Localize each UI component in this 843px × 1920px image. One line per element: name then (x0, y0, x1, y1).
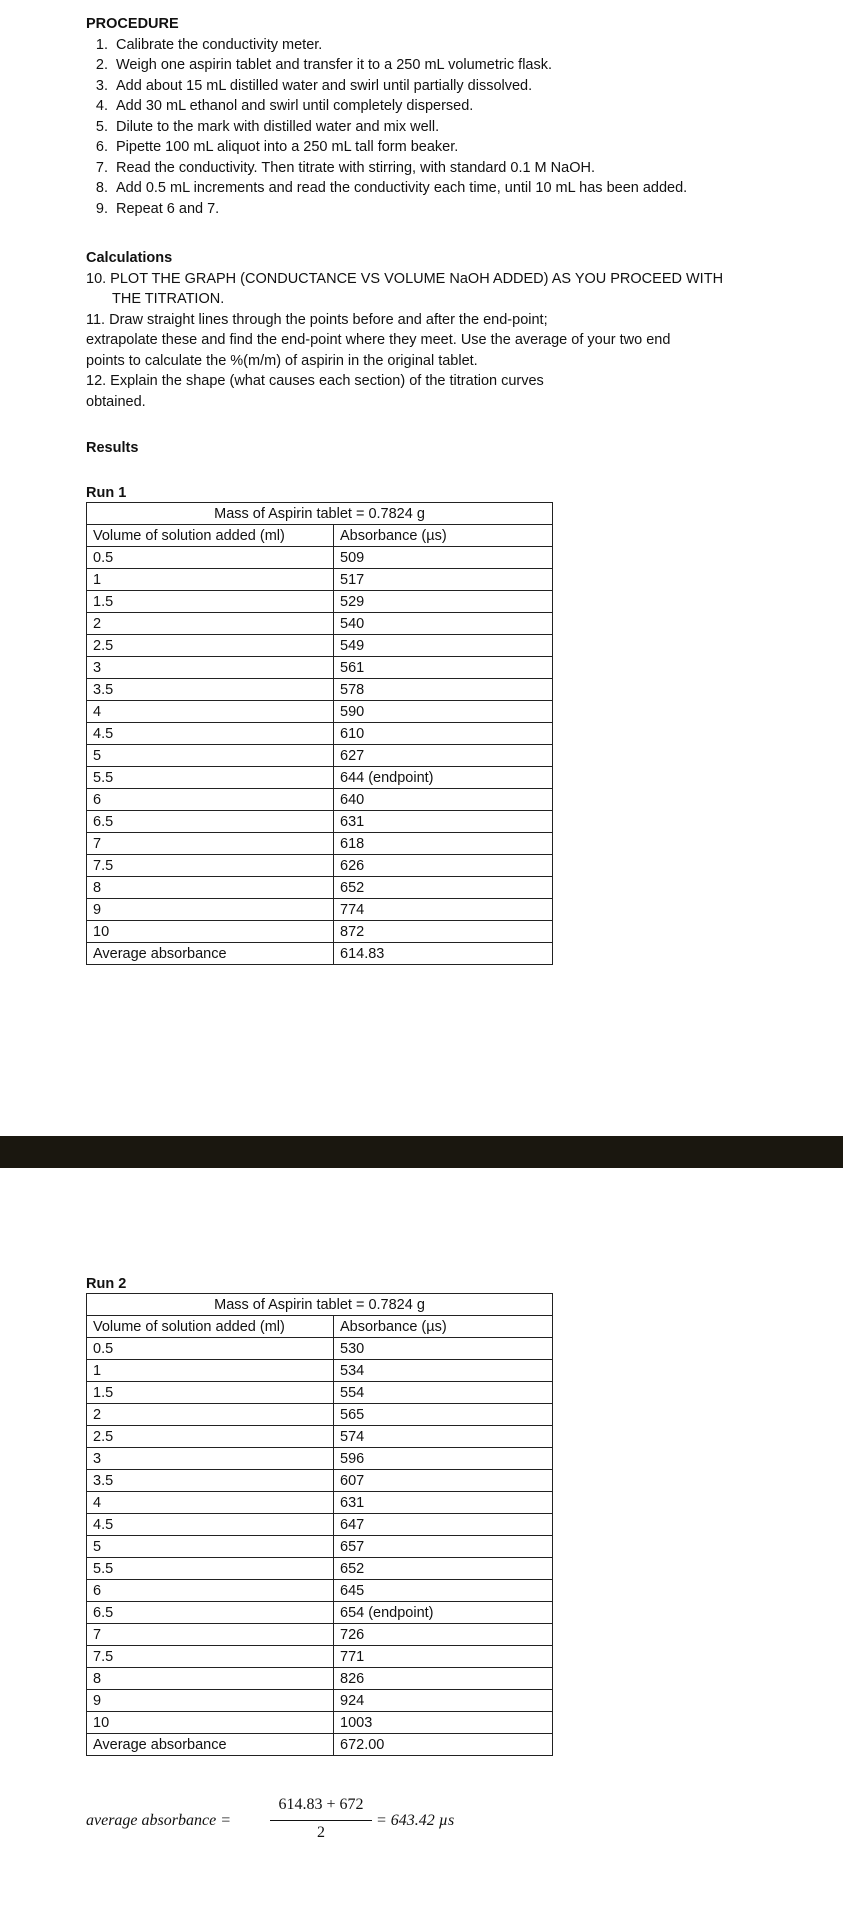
column-header-volume: Volume of solution added (ml) (87, 1316, 334, 1338)
volume-cell: 0.5 (87, 547, 334, 569)
procedure-step: 1. Calibrate the conductivity meter. (112, 35, 786, 56)
table-row (87, 613, 553, 635)
table-row (87, 1492, 553, 1514)
volume-cell: 8 (87, 877, 334, 899)
absorbance-cell: 645 (334, 1580, 553, 1602)
average-value: 614.83 (334, 943, 553, 965)
volume-cell: 6 (87, 789, 334, 811)
table-row (87, 1580, 553, 1602)
absorbance-cell: 618 (334, 833, 553, 855)
calc-item-11: 11. Draw straight lines through the points before and after the end-point; (86, 311, 548, 328)
volume-cell: 1.5 (87, 591, 334, 613)
absorbance-cell: 509 (334, 547, 553, 569)
absorbance-cell: 554 (334, 1382, 553, 1404)
procedure-step: 6. Pipette 100 mL aliquot into a 250 mL tall form beaker. (112, 137, 786, 158)
absorbance-cell: 872 (334, 921, 553, 943)
volume-cell: 9 (87, 1690, 334, 1712)
volume-cell: 3 (87, 657, 334, 679)
table-row (87, 591, 553, 613)
run1-label: Run 1 (86, 485, 127, 501)
formula-lhs: average absorbance = (86, 1812, 231, 1829)
procedure-section (86, 14, 786, 219)
absorbance-cell: 574 (334, 1426, 553, 1448)
volume-cell: 2.5 (87, 635, 334, 657)
procedure-step: 5. Dilute to the mark with distilled water and mix well. (112, 117, 786, 138)
fraction-bar (270, 1820, 372, 1821)
table-row (87, 1426, 553, 1448)
procedure-heading: PROCEDURE (86, 16, 179, 32)
absorbance-cell: 652 (334, 1558, 553, 1580)
volume-cell: 5 (87, 745, 334, 767)
dark-divider-band (0, 1136, 843, 1168)
absorbance-cell: 530 (334, 1338, 553, 1360)
table-row (87, 1404, 553, 1426)
calc-item-11-cont: extrapolate these and find the end-point where they meet. Use the average of your two end (86, 332, 671, 348)
calc-item-11-cont: points to calculate the %(m/m) of aspirin in the original tablet. (86, 352, 478, 369)
absorbance-cell: 607 (334, 1470, 553, 1492)
absorbance-cell: 644 (endpoint) (334, 767, 553, 789)
absorbance-cell: 534 (334, 1360, 553, 1382)
average-label: Average absorbance (87, 943, 334, 965)
table-row (87, 789, 553, 811)
procedure-step: 3. Add about 15 mL distilled water and swirl until partially dissolved. (112, 76, 786, 97)
volume-cell: 5.5 (87, 1558, 334, 1580)
procedure-step: 4. Add 30 mL ethanol and swirl until completely dispersed. (112, 96, 786, 117)
procedure-step: 9. Repeat 6 and 7. (112, 199, 786, 220)
table-row (87, 1536, 553, 1558)
volume-cell: 5.5 (87, 767, 334, 789)
table-row (87, 679, 553, 701)
absorbance-cell: 924 (334, 1690, 553, 1712)
average-row (87, 943, 553, 965)
column-header-absorbance: Absorbance (µs) (334, 525, 553, 547)
absorbance-cell: 1003 (334, 1712, 553, 1734)
table-row (87, 1338, 553, 1360)
table-row (87, 635, 553, 657)
procedure-steps (86, 35, 786, 220)
table-row (87, 1514, 553, 1536)
table-row (87, 767, 553, 789)
volume-cell: 0.5 (87, 1338, 334, 1360)
calculations-heading: Calculations (86, 250, 173, 266)
absorbance-cell: 627 (334, 745, 553, 767)
volume-cell: 3.5 (87, 1470, 334, 1492)
table-header-row (87, 1316, 553, 1338)
absorbance-cell: 652 (334, 877, 553, 899)
volume-cell: 6.5 (87, 1602, 334, 1624)
table-row (87, 1624, 553, 1646)
volume-cell: 4.5 (87, 1514, 334, 1536)
volume-cell: 6 (87, 1580, 334, 1602)
absorbance-cell: 610 (334, 723, 553, 745)
table-row (87, 855, 553, 877)
volume-cell: 7.5 (87, 1646, 334, 1668)
volume-cell: 6.5 (87, 811, 334, 833)
procedure-step: 2. Weigh one aspirin tablet and transfer it to a 250 mL volumetric flask. (112, 55, 786, 76)
calc-item-12: 12. Explain the shape (what causes each section) of the titration curves (86, 373, 544, 389)
volume-cell: 2 (87, 1404, 334, 1426)
table-row (87, 1602, 553, 1624)
mass-caption: Mass of Aspirin tablet = 0.7824 g (87, 503, 553, 525)
run2-table (86, 1293, 553, 1756)
absorbance-cell: 578 (334, 679, 553, 701)
table-header-row (87, 525, 553, 547)
table-row (87, 1360, 553, 1382)
formula-result: = 643.42 µs (376, 1812, 455, 1829)
volume-cell: 7 (87, 1624, 334, 1646)
table-row (87, 701, 553, 723)
absorbance-cell: 657 (334, 1536, 553, 1558)
table-row (87, 1668, 553, 1690)
volume-cell: 2.5 (87, 1426, 334, 1448)
column-header-volume: Volume of solution added (ml) (87, 525, 334, 547)
volume-cell: 4.5 (87, 723, 334, 745)
average-formula (86, 1796, 586, 1856)
absorbance-cell: 561 (334, 657, 553, 679)
absorbance-cell: 590 (334, 701, 553, 723)
table-row (87, 1690, 553, 1712)
absorbance-cell: 647 (334, 1514, 553, 1536)
absorbance-cell: 771 (334, 1646, 553, 1668)
table-row (87, 833, 553, 855)
column-header-absorbance: Absorbance (µs) (334, 1316, 553, 1338)
run1-table (86, 502, 553, 965)
volume-cell: 7.5 (87, 855, 334, 877)
absorbance-cell: 826 (334, 1668, 553, 1690)
volume-cell: 3 (87, 1448, 334, 1470)
table-row (87, 1558, 553, 1580)
volume-cell: 4 (87, 701, 334, 723)
table-row (87, 1470, 553, 1492)
volume-cell: 9 (87, 899, 334, 921)
table-row (87, 1712, 553, 1734)
table-row (87, 745, 553, 767)
procedure-step: 7. Read the conductivity. Then titrate with stirring, with standard 0.1 M NaOH. (112, 158, 786, 179)
table-row (87, 1294, 553, 1316)
volume-cell: 7 (87, 833, 334, 855)
volume-cell: 1 (87, 569, 334, 591)
volume-cell: 1 (87, 1360, 334, 1382)
table-row (87, 547, 553, 569)
average-value: 672.00 (334, 1734, 553, 1756)
calculations-section (86, 248, 746, 412)
table-row (87, 1382, 553, 1404)
absorbance-cell: 626 (334, 855, 553, 877)
table-row (87, 657, 553, 679)
absorbance-cell: 540 (334, 613, 553, 635)
absorbance-cell: 774 (334, 899, 553, 921)
table-row (87, 1448, 553, 1470)
table-row (87, 503, 553, 525)
mass-caption: Mass of Aspirin tablet = 0.7824 g (87, 1294, 553, 1316)
table-row (87, 723, 553, 745)
calc-item-10-cont: THE TITRATION. (112, 291, 225, 307)
volume-cell: 1.5 (87, 1382, 334, 1404)
absorbance-cell: 596 (334, 1448, 553, 1470)
volume-cell: 4 (87, 1492, 334, 1514)
table-row (87, 1646, 553, 1668)
table-row (87, 877, 553, 899)
absorbance-cell: 565 (334, 1404, 553, 1426)
table-row (87, 921, 553, 943)
volume-cell: 8 (87, 1668, 334, 1690)
volume-cell: 5 (87, 1536, 334, 1558)
calc-item-10: 10. PLOT THE GRAPH (CONDUCTANCE VS VOLUME NaOH ADDED) AS YOU PROCEED WITH (86, 270, 724, 287)
volume-cell: 10 (87, 1712, 334, 1734)
results-heading: Results (86, 440, 139, 456)
run2-label: Run 2 (86, 1276, 127, 1292)
volume-cell: 3.5 (87, 679, 334, 701)
average-label: Average absorbance (87, 1734, 334, 1756)
calc-item-12-cont: obtained. (86, 393, 146, 410)
table-row (87, 899, 553, 921)
absorbance-cell: 631 (334, 811, 553, 833)
absorbance-cell: 640 (334, 789, 553, 811)
absorbance-cell: 631 (334, 1492, 553, 1514)
procedure-step: 8. Add 0.5 mL increments and read the conductivity each time, until 10 mL has been added. (112, 178, 786, 199)
absorbance-cell: 726 (334, 1624, 553, 1646)
formula-denominator: 2 (317, 1824, 325, 1841)
table-row (87, 569, 553, 591)
volume-cell: 2 (87, 613, 334, 635)
absorbance-cell: 529 (334, 591, 553, 613)
table-row (87, 811, 553, 833)
formula-numerator: 614.83 + 672 (278, 1796, 364, 1813)
absorbance-cell: 549 (334, 635, 553, 657)
average-row (87, 1734, 553, 1756)
absorbance-cell: 517 (334, 569, 553, 591)
volume-cell: 10 (87, 921, 334, 943)
absorbance-cell: 654 (endpoint) (334, 1602, 553, 1624)
